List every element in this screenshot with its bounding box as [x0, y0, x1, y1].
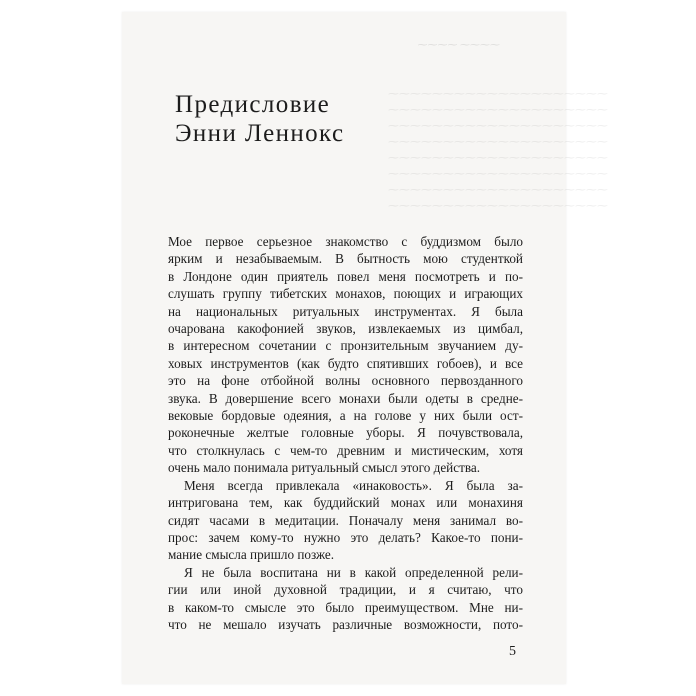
- bleed-through-text: ⁓⁓⁓⁓⁓⁓⁓⁓⁓⁓⁓⁓⁓⁓⁓⁓⁓⁓⁓⁓ ⁓⁓⁓⁓⁓⁓⁓⁓⁓⁓⁓⁓⁓⁓⁓⁓⁓⁓⁓⁓ ⁓⁓⁓⁓⁓⁓⁓⁓⁓⁓⁓⁓⁓⁓⁓⁓⁓⁓⁓⁓ ⁓⁓⁓⁓⁓⁓⁓⁓⁓⁓⁓⁓⁓⁓⁓⁓⁓⁓⁓⁓ ⁓⁓⁓⁓⁓⁓⁓⁓⁓⁓⁓⁓⁓⁓⁓⁓⁓⁓⁓⁓ ⁓⁓⁓⁓⁓⁓⁓⁓⁓⁓⁓⁓⁓⁓⁓⁓⁓⁓⁓⁓ ⁓⁓⁓⁓⁓⁓⁓⁓⁓⁓⁓⁓⁓⁓⁓⁓⁓⁓⁓⁓ ⁓⁓⁓⁓⁓⁓⁓⁓⁓⁓⁓⁓⁓⁓⁓⁓⁓⁓⁓⁓: [388, 88, 608, 212]
- chapter-title: [175, 90, 344, 148]
- text-line: Мое первое серьезное знакомство с буддизмом было: [168, 234, 523, 249]
- text-line: сидят часами в медитации. Поначалу меня занимал во-: [168, 512, 523, 528]
- text-line: Меня всегда привлекала «инаковость». Я была за-: [184, 477, 523, 493]
- bleed-through-header: ⁓⁓⁓⁓ ⁓⁓⁓⁓: [417, 40, 500, 51]
- chapter-title-line-1: Предисловие: [175, 91, 331, 118]
- text-line: вековые бордовые одеяния, а на голове у них были ост-: [168, 408, 523, 424]
- chapter-title-line-2: Энни Леннокс: [175, 120, 345, 147]
- text-line: очень мало понимала ритуальный смысл этого действа.: [168, 460, 481, 476]
- text-line: роконечные желтые головные уборы. Я почувствовала,: [168, 425, 523, 441]
- book-page: [122, 12, 608, 684]
- text-line: ховых инструментов (как будто спятивших гобоев), и все: [168, 355, 523, 371]
- text-line: очарована какофонией звуков, извлекаемых из цимбал,: [168, 321, 523, 337]
- text-line: звука. В довершение всего монахи были одеты в средне-: [168, 390, 523, 406]
- text-line: что не мешало изучать различные возможности, пото-: [168, 616, 523, 632]
- text-line: интригована тем, как буддийский монах или монахиня: [168, 495, 523, 511]
- body-text: [168, 233, 523, 633]
- text-line: мание смысла пришло позже.: [168, 547, 335, 563]
- text-line: на национальных ритуальных инструментах. Я была: [168, 303, 523, 319]
- text-line: в интересном сочетании с пронзительным звучанием ду-: [168, 338, 523, 354]
- text-line: в каком-то смысле это было преимуществом. Мне ни-: [168, 599, 523, 615]
- text-line: ярким и незабываемым. В бытность мою студенткой: [168, 251, 523, 267]
- text-line: гии или иной духовной традиции, и я считаю, что: [168, 582, 523, 598]
- text-line: в Лондоне один приятель повел меня посмотреть и по-: [168, 268, 523, 284]
- text-line: прос: зачем кому-то нужно это делать? Какое-то пони-: [168, 529, 523, 545]
- text-line: это на фоне отбойной волны основного первозданного: [168, 373, 523, 389]
- page-number: 5: [509, 644, 516, 659]
- text-line: что столкнулась с чем-то древним и мистическим, хотя: [168, 442, 523, 458]
- text-line: слушать группу тибетских монахов, поющих и играющих: [168, 286, 523, 302]
- text-line: Я не была воспитана ни в какой определенной рели-: [184, 564, 523, 580]
